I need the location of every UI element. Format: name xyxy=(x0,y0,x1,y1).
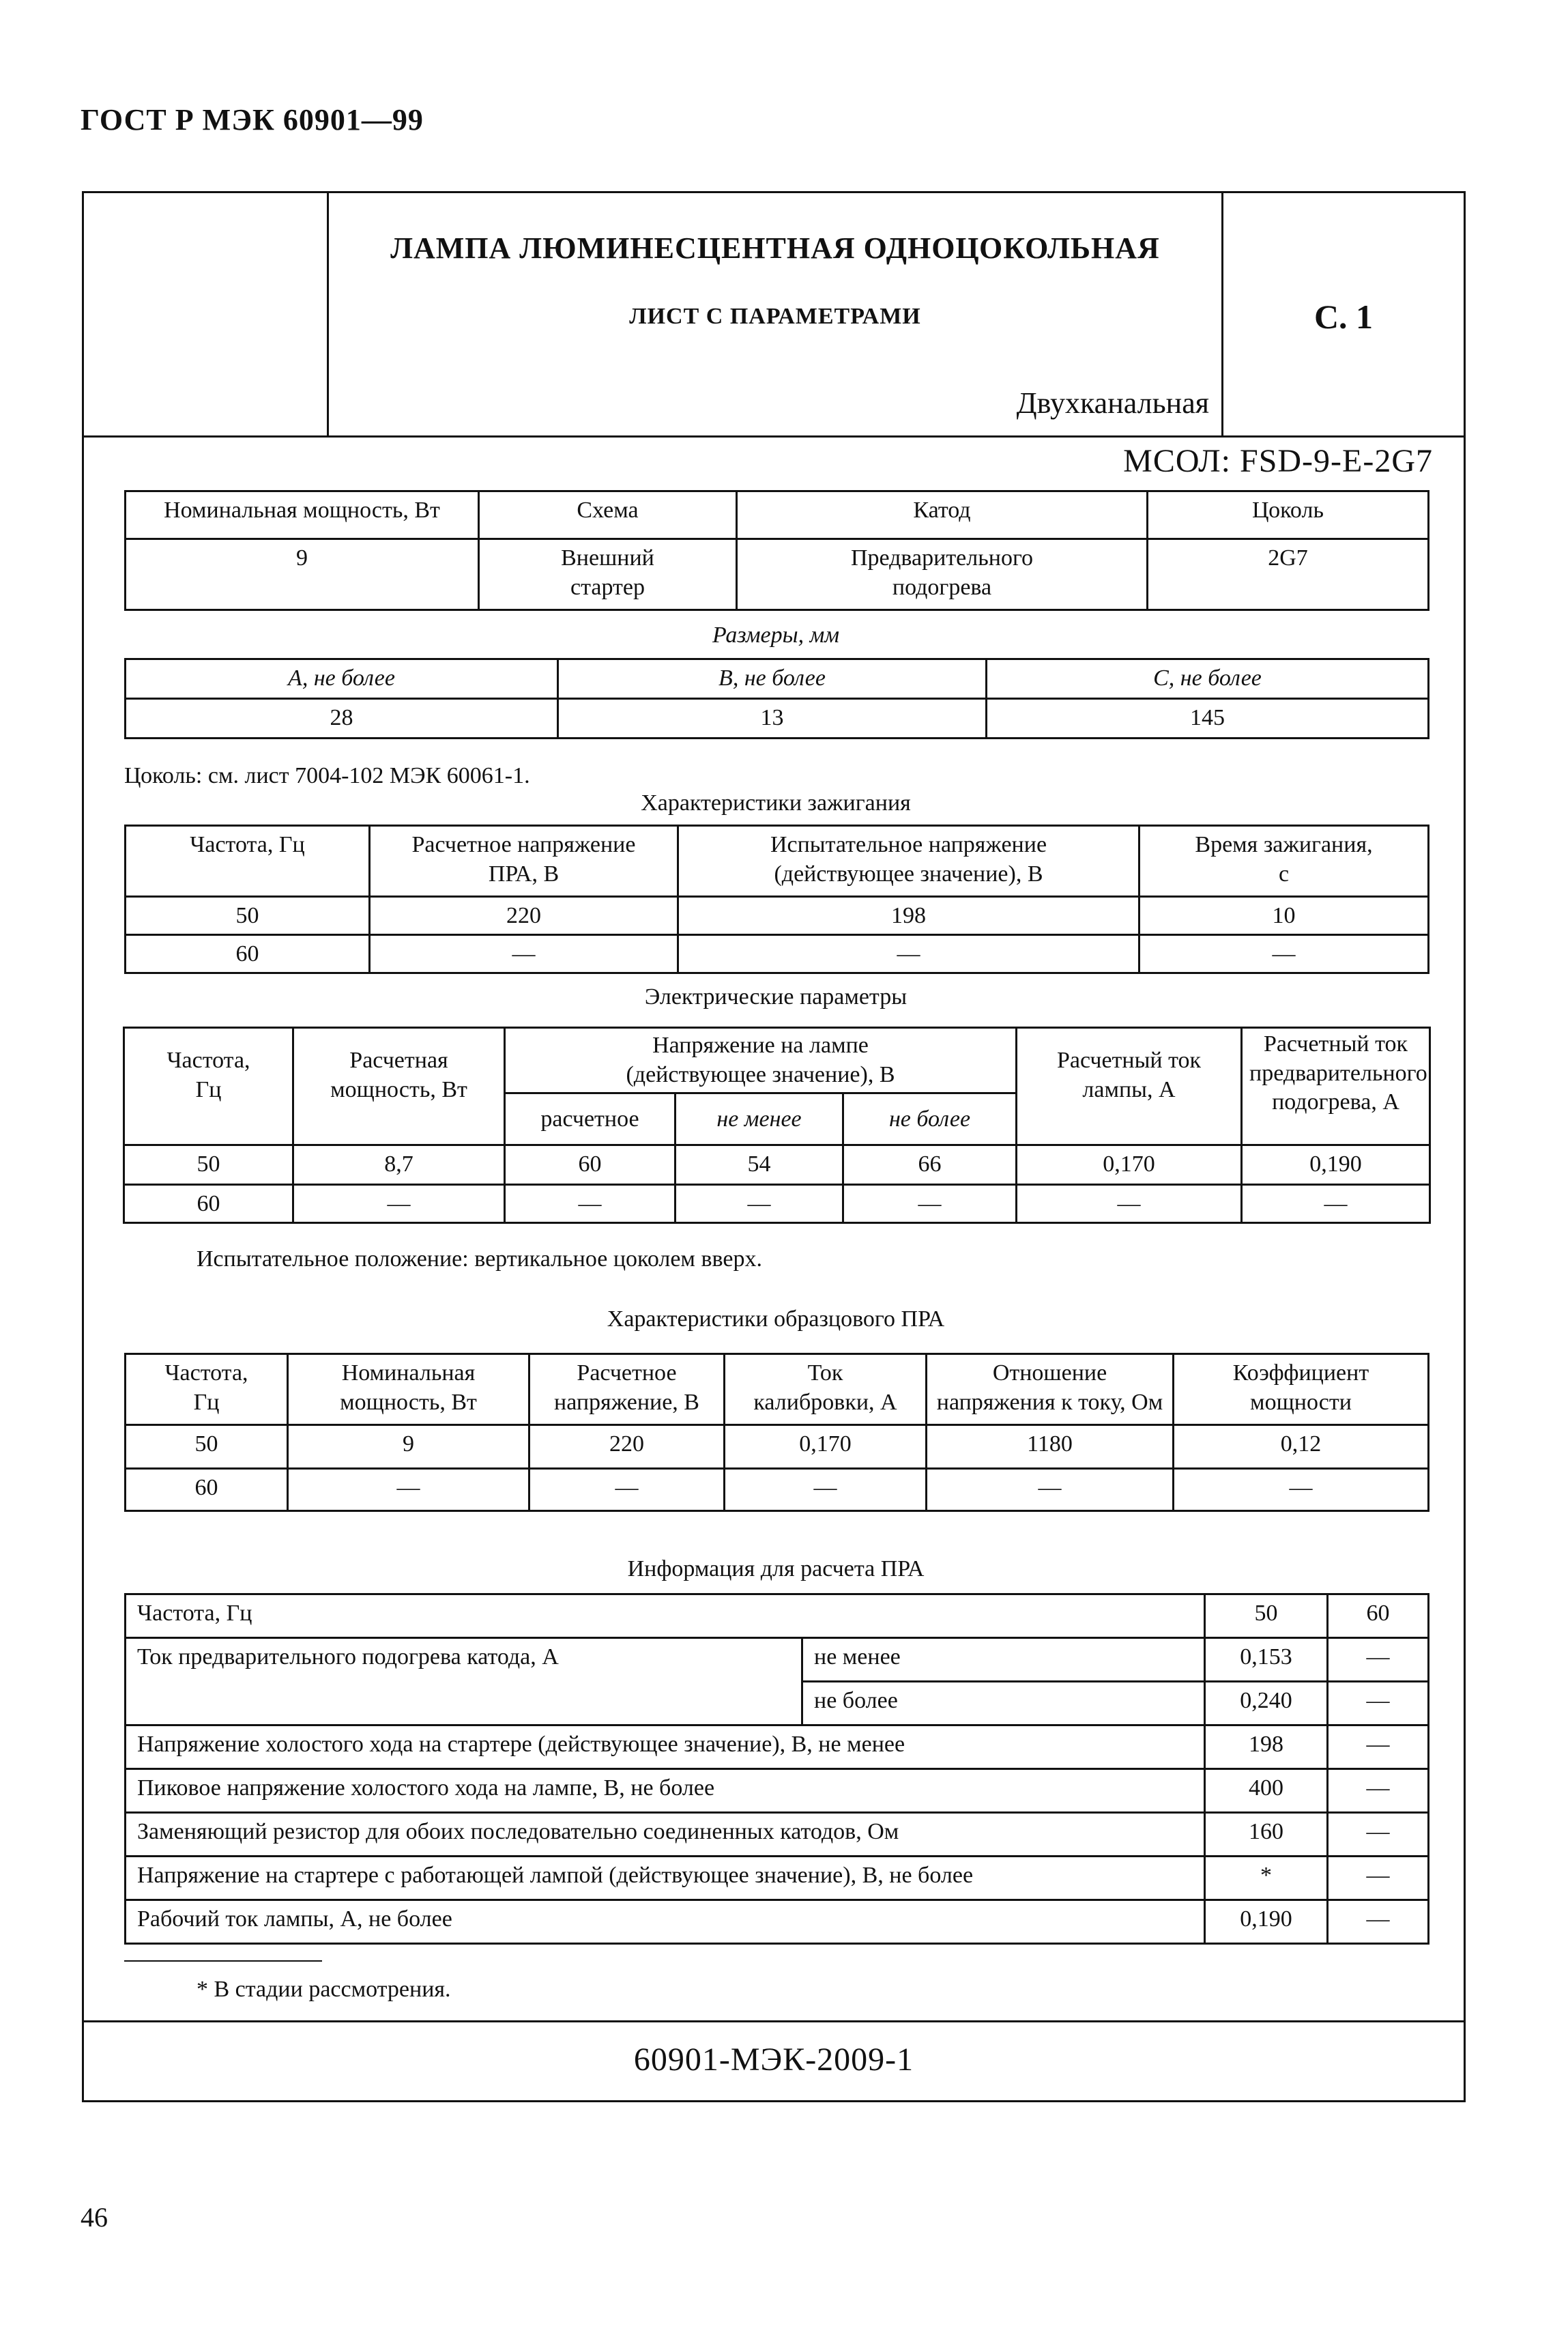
table-cell: Напряжение холостого хода на стартере (действующее значение), В, не менее xyxy=(126,1725,1205,1769)
footnote-divider xyxy=(124,1960,322,1962)
table-header: Отношение напряжения к току, Ом xyxy=(927,1354,1174,1425)
table-header: Расчетное напряжение, В xyxy=(529,1354,725,1425)
table-cell: 9 xyxy=(288,1425,529,1469)
table-cell: 54 xyxy=(676,1145,843,1185)
table-header: расчетное xyxy=(505,1093,676,1145)
table-cell: 8,7 xyxy=(293,1145,505,1185)
table-header: Расчетный ток предварительного подогрева, А xyxy=(1242,1028,1430,1145)
table-cell: 220 xyxy=(529,1425,725,1469)
table-cell: 160 xyxy=(1205,1813,1328,1857)
table-header: не менее xyxy=(676,1093,843,1145)
table-cell: Заменяющий резистор для обоих последовательно соединенных катодов, Ом xyxy=(126,1813,1205,1857)
table-cell: 50 xyxy=(1205,1594,1328,1638)
table-cell: 0,240 xyxy=(1205,1682,1328,1725)
electrical-table xyxy=(123,1027,1431,1224)
table-cell: 0,153 xyxy=(1205,1638,1328,1682)
table-cell: 50 xyxy=(126,897,370,935)
table-cell: 50 xyxy=(124,1145,293,1185)
lamp-variant: Двухканальная xyxy=(1016,386,1209,420)
table-cell: — xyxy=(1328,1638,1429,1682)
sheet-subtitle: ЛИСТ С ПАРАМЕТРАМИ xyxy=(629,304,921,329)
header-left-cell xyxy=(82,191,329,437)
table-cell: — xyxy=(927,1469,1174,1511)
dimensions-caption: Размеры, мм xyxy=(712,622,840,648)
header-divider xyxy=(82,435,1466,438)
table-cell: — xyxy=(505,1185,676,1223)
page-number: 46 xyxy=(81,2202,108,2233)
table-cell: 0,12 xyxy=(1174,1425,1429,1469)
table-cell: — xyxy=(725,1469,927,1511)
electrical-caption: Электрические параметры xyxy=(644,984,908,1009)
table-cell: 28 xyxy=(126,699,558,739)
table-header: Расчетная мощность, Вт xyxy=(293,1028,505,1145)
table-cell: не менее xyxy=(802,1638,1205,1682)
table-cell: — xyxy=(1328,1900,1429,1944)
table-cell: 145 xyxy=(987,699,1429,739)
ignition-caption: Характеристики зажигания xyxy=(641,790,911,816)
table-cell: — xyxy=(293,1185,505,1223)
table-cell: 400 xyxy=(1205,1769,1328,1813)
table-cell: — xyxy=(676,1185,843,1223)
table-cell: — xyxy=(1017,1185,1242,1223)
table-cell: — xyxy=(1328,1857,1429,1900)
table-header: Испытательное напряжение (действующее значение), В xyxy=(678,826,1139,897)
ballast-caption: Характеристики образцового ПРА xyxy=(607,1306,945,1332)
table-cell: — xyxy=(1242,1185,1430,1223)
design-caption: Информация для расчета ПРА xyxy=(627,1556,925,1581)
table-cell: Ток предварительного подогрева катода, А xyxy=(126,1638,802,1725)
table-header: Расчетный ток лампы, А xyxy=(1017,1028,1242,1145)
table-header: Ток калибровки, А xyxy=(725,1354,927,1425)
dimensions-table xyxy=(124,658,1429,739)
table-header: Расчетное напряжение ПРА, В xyxy=(370,826,678,897)
table-cell: — xyxy=(678,935,1139,973)
table-cell: — xyxy=(1328,1725,1429,1769)
footnote: * В стадии рассмотрения. xyxy=(197,1977,451,2002)
table-cell: 198 xyxy=(678,897,1139,935)
table-header: Коэффициент мощности xyxy=(1174,1354,1429,1425)
sheet-code: 60901-МЭК-2009-1 xyxy=(633,2042,914,2078)
design-table xyxy=(124,1593,1429,1945)
table-cell: 0,190 xyxy=(1242,1145,1430,1185)
table-cell: Рабочий ток лампы, А, не более xyxy=(126,1900,1205,1944)
footer-divider xyxy=(82,2020,1466,2022)
table-header: Катод xyxy=(737,491,1148,539)
test-position-note: Испытательное положение: вертикальное цоколем вверх. xyxy=(197,1246,762,1272)
table-cell: Частота, Гц xyxy=(126,1594,1205,1638)
table-cell: 2G7 xyxy=(1148,539,1429,610)
sheet-page: С. 1 xyxy=(1313,298,1374,336)
table-header: B, не более xyxy=(558,659,987,699)
main-parameters-table xyxy=(124,490,1429,611)
msol-code: МСОЛ: FSD-9-E-2G7 xyxy=(1123,443,1433,479)
table-cell: 0,190 xyxy=(1205,1900,1328,1944)
table-cell: 60 xyxy=(126,1469,288,1511)
table-cell: 1180 xyxy=(927,1425,1174,1469)
table-cell: Пиковое напряжение холостого хода на лампе, В, не более xyxy=(126,1769,1205,1813)
table-header: Схема xyxy=(479,491,737,539)
table-cell: 10 xyxy=(1139,897,1429,935)
table-cell: 66 xyxy=(843,1145,1017,1185)
table-cell: — xyxy=(1174,1469,1429,1511)
table-header: A, не более xyxy=(126,659,558,699)
table-cell: 50 xyxy=(126,1425,288,1469)
table-header: Цоколь xyxy=(1148,491,1429,539)
table-cell: 60 xyxy=(505,1145,676,1185)
table-cell: 13 xyxy=(558,699,987,739)
table-cell: 60 xyxy=(1328,1594,1429,1638)
table-header: Частота, Гц xyxy=(126,826,370,897)
table-cell: — xyxy=(370,935,678,973)
table-cell: 220 xyxy=(370,897,678,935)
base-note: Цоколь: см. лист 7004-102 МЭК 60061-1. xyxy=(124,763,530,788)
table-cell: — xyxy=(1139,935,1429,973)
table-header: Время зажигания, с xyxy=(1139,826,1429,897)
table-cell: Напряжение на стартере с работающей лампой (действующее значение), В, не более xyxy=(126,1857,1205,1900)
table-cell: 0,170 xyxy=(1017,1145,1242,1185)
table-cell: 9 xyxy=(126,539,479,610)
document-header: ГОСТ Р МЭК 60901—99 xyxy=(81,103,424,137)
table-header: Частота, Гц xyxy=(124,1028,293,1145)
table-cell: — xyxy=(529,1469,725,1511)
table-cell: Внешний стартер xyxy=(479,539,737,610)
sheet-title: ЛАМПА ЛЮМИНЕСЦЕНТНАЯ ОДНОЦОКОЛЬНАЯ xyxy=(390,231,1160,265)
ignition-table xyxy=(124,825,1429,974)
table-cell: не более xyxy=(802,1682,1205,1725)
table-header: не более xyxy=(843,1093,1017,1145)
table-cell: Предварительного подогрева xyxy=(737,539,1148,610)
table-cell: — xyxy=(1328,1682,1429,1725)
table-cell: — xyxy=(843,1185,1017,1223)
table-header: Номинальная мощность, Вт xyxy=(288,1354,529,1425)
table-header: C, не более xyxy=(987,659,1429,699)
table-cell: 60 xyxy=(124,1185,293,1223)
table-cell: 0,170 xyxy=(725,1425,927,1469)
table-header: Частота, Гц xyxy=(126,1354,288,1425)
table-header: Номинальная мощность, Вт xyxy=(126,491,479,539)
table-cell: — xyxy=(288,1469,529,1511)
table-cell: — xyxy=(1328,1769,1429,1813)
table-header: Напряжение на лампе (действующее значение), В xyxy=(505,1028,1017,1093)
ballast-table xyxy=(124,1353,1429,1512)
table-cell: — xyxy=(1328,1813,1429,1857)
table-cell: * xyxy=(1205,1857,1328,1900)
table-cell: 198 xyxy=(1205,1725,1328,1769)
table-cell: 60 xyxy=(126,935,370,973)
